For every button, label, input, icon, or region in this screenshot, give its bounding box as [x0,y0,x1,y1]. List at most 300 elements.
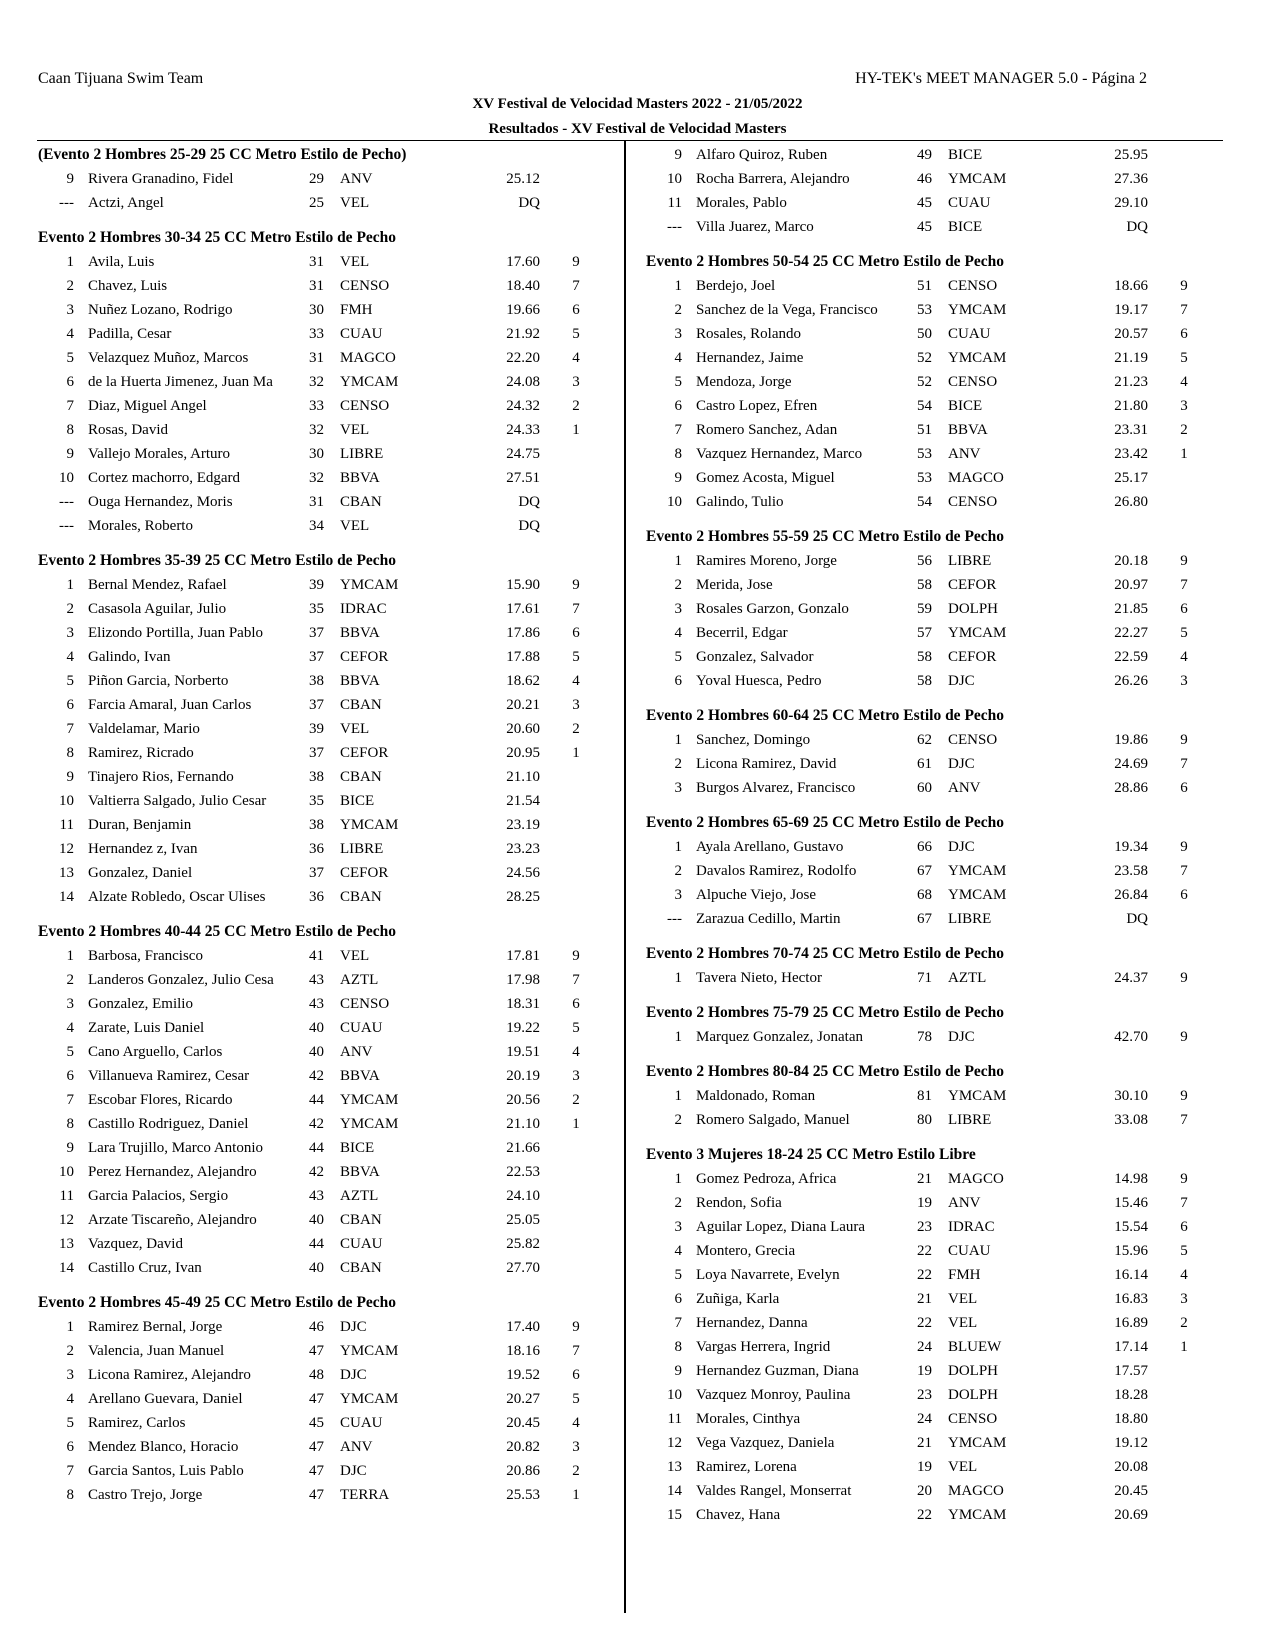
swimmer-name: de la Huerta Jimenez, Juan Ma [88,374,273,390]
place: 8 [66,745,74,761]
swimmer-name: Gomez Pedroza, Africa [696,1171,837,1187]
points: 4 [1180,649,1188,665]
team: YMCAM [948,625,1007,641]
team: CEFOR [340,649,389,665]
age: 46 [309,1319,324,1335]
team: VEL [340,721,370,737]
time: 21.10 [506,769,540,785]
team: YMCAM [948,1435,1007,1451]
swimmer-name: Valencia, Juan Manuel [88,1343,225,1359]
points: 7 [1180,577,1188,593]
swimmer-name: Nuñez Lozano, Rodrigo [88,302,233,318]
swimmer-name: Casasola Aguilar, Julio [88,601,227,617]
place: 8 [674,446,682,462]
swimmer-name: Burgos Alvarez, Francisco [696,780,856,796]
swimmer-name: Rosales, Rolando [696,326,801,342]
result-row [646,621,1226,645]
swimmer-name: Castillo Cruz, Ivan [88,1260,202,1276]
team: LIBRE [340,446,384,462]
time: 25.95 [1114,147,1148,163]
points: 1 [572,1487,580,1503]
time: 25.82 [506,1236,540,1252]
swimmer-name: Yoval Huesca, Pedro [696,673,822,689]
age: 33 [309,398,324,414]
result-row [38,717,618,741]
time: 24.08 [506,374,540,390]
points: 2 [572,1463,580,1479]
place: 1 [674,839,682,855]
time: 27.70 [506,1260,540,1276]
result-row [646,835,1226,859]
time: 16.83 [1114,1291,1148,1307]
result-row [38,573,618,597]
time: 20.19 [506,1068,540,1084]
age: 32 [309,470,324,486]
swimmer-name: Ramirez, Ricrado [88,745,194,761]
place: 1 [674,553,682,569]
time: 20.86 [506,1463,540,1479]
time: 17.14 [1114,1339,1148,1355]
points: 2 [572,398,580,414]
result-row [38,191,618,215]
result-row [38,250,618,274]
swimmer-name: Landeros Gonzalez, Julio Cesa [88,972,274,988]
age: 31 [309,278,324,294]
age: 67 [917,911,932,927]
points: 1 [572,422,580,438]
time: 20.97 [1114,577,1148,593]
age: 51 [917,422,932,438]
age: 66 [917,839,932,855]
place: 11 [667,195,682,211]
team: IDRAC [948,1219,995,1235]
swimmer-name: Montero, Grecia [696,1243,796,1259]
team: CENSO [340,278,390,294]
place: 10 [667,171,682,187]
age: 43 [309,972,324,988]
result-row [38,813,618,837]
swimmer-name: Castro Trejo, Jorge [88,1487,203,1503]
age: 21 [917,1435,932,1451]
result-row [38,1208,618,1232]
result-row [646,1479,1226,1503]
place: 15 [667,1507,682,1523]
swimmer-name: Rosales Garzon, Gonzalo [696,601,849,617]
swimmer-name: Farcia Amaral, Juan Carlos [88,697,252,713]
result-row [646,776,1226,800]
result-row [38,274,618,298]
result-row [38,394,618,418]
swimmer-name: Cano Arguello, Carlos [88,1044,223,1060]
result-row [38,837,618,861]
place: 7 [674,1315,682,1331]
result-row [646,1084,1226,1108]
points: 6 [1180,326,1188,342]
place: 3 [674,326,682,342]
place: 5 [66,1044,74,1060]
points: 7 [1180,863,1188,879]
result-row [38,167,618,191]
result-row [646,1239,1226,1263]
meet-title: XV Festival de Velocidad Masters 2022 - 21/05/2022 [472,96,803,112]
time: 30.10 [1114,1088,1148,1104]
result-row [646,1407,1226,1431]
event-block [646,1143,1226,1527]
age: 78 [917,1029,932,1045]
swimmer-name: Arzate Tiscareño, Alejandro [88,1212,257,1228]
swimmer-name: Sanchez de la Vega, Francisco [696,302,878,318]
age: 42 [309,1116,324,1132]
team: CEFOR [948,577,997,593]
result-row [646,1025,1226,1049]
time: DQ [1126,911,1148,927]
swimmer-name: Valdelamar, Mario [88,721,200,737]
age: 67 [917,863,932,879]
time: 20.60 [506,721,540,737]
place: 10 [59,793,74,809]
points: 9 [572,577,580,593]
time: 19.52 [506,1367,540,1383]
age: 41 [309,948,324,964]
result-row [38,1064,618,1088]
points: 9 [1180,1171,1188,1187]
team: CENSO [948,1411,998,1427]
points: 9 [1180,1088,1188,1104]
team: BBVA [340,470,380,486]
result-row [646,346,1226,370]
swimmer-name: Padilla, Cesar [88,326,172,342]
team: BICE [948,147,983,163]
age: 49 [917,147,932,163]
time: 24.69 [1114,756,1148,772]
points: 6 [1180,601,1188,617]
points: 5 [1180,350,1188,366]
result-row [646,1167,1226,1191]
result-row [646,1191,1226,1215]
software-page-label: HY-TEK's MEET MANAGER 5.0 - Página 2 [855,70,1147,87]
age: 39 [309,721,324,737]
team: DJC [948,756,975,772]
swimmer-name: Romero Salgado, Manuel [696,1112,850,1128]
swimmer-name: Villa Juarez, Marco [696,219,814,235]
age: 54 [917,398,932,414]
event-block [646,1001,1226,1049]
age: 23 [917,1387,932,1403]
team: VEL [948,1291,978,1307]
team-name: Caan Tijuana Swim Team [38,70,204,87]
result-row [38,1363,618,1387]
place: 2 [674,302,682,318]
result-row [38,466,618,490]
place: 13 [59,1236,74,1252]
team: BICE [340,1140,375,1156]
result-row [38,789,618,813]
event-block [646,250,1226,514]
time: 21.10 [506,1116,540,1132]
place: 3 [674,887,682,903]
points: 9 [1180,278,1188,294]
time: 21.54 [506,793,540,809]
age: 45 [917,219,932,235]
points: 2 [1180,1315,1188,1331]
result-row [38,442,618,466]
team: MAGCO [340,350,396,366]
swimmer-name: Arellano Guevara, Daniel [88,1391,243,1407]
team: ANV [948,1195,981,1211]
age: 53 [917,302,932,318]
team: CENSO [948,732,998,748]
place: 1 [66,1319,74,1335]
result-row [646,597,1226,621]
time: 17.88 [506,649,540,665]
age: 23 [917,1219,932,1235]
time: 21.80 [1114,398,1148,414]
time: 20.82 [506,1439,540,1455]
age: 30 [309,446,324,462]
event-title: Evento 2 Hombres 80-84 25 CC Metro Estilo de Pecho [646,1063,1005,1080]
age: 40 [309,1020,324,1036]
team: DJC [340,1367,367,1383]
time: 42.70 [1114,1029,1148,1045]
event-title: Evento 3 Mujeres 18-24 25 CC Metro Estilo Libre [646,1146,976,1163]
team: BBVA [948,422,988,438]
event-title: (Evento 2 Hombres 25-29 25 CC Metro Estilo de Pecho) [38,146,407,163]
place: 5 [66,673,74,689]
place: 14 [667,1483,682,1499]
result-row [646,191,1226,215]
age: 37 [309,745,324,761]
place: 9 [66,769,74,785]
age: 47 [309,1391,324,1407]
points: 2 [572,721,580,737]
age: 29 [309,171,324,187]
place: 11 [667,1411,682,1427]
result-row [646,1503,1226,1527]
result-row [38,741,618,765]
points: 6 [1180,887,1188,903]
swimmer-name: Marquez Gonzalez, Jonatan [696,1029,864,1045]
points: 5 [1180,625,1188,641]
result-row [38,1184,618,1208]
age: 54 [917,494,932,510]
result-row [646,1108,1226,1132]
team: ANV [340,1044,373,1060]
result-row [38,370,618,394]
team: DOLPH [948,1363,999,1379]
time: 24.10 [506,1188,540,1204]
team: ANV [948,446,981,462]
swimmer-name: Ouga Hernandez, Moris [88,494,233,510]
points: 6 [572,996,580,1012]
result-row [38,1112,618,1136]
team: YMCAM [340,1116,399,1132]
time: 18.40 [506,278,540,294]
place: 11 [59,817,74,833]
team: DJC [948,673,975,689]
event-title: Evento 2 Hombres 50-54 25 CC Metro Estilo de Pecho [646,253,1005,270]
age: 60 [917,780,932,796]
team: LIBRE [948,553,992,569]
points: 4 [572,350,580,366]
points: 7 [572,601,580,617]
team: VEL [340,518,370,534]
age: 47 [309,1463,324,1479]
team: CBAN [340,697,382,713]
age: 38 [309,673,324,689]
time: 27.36 [1114,171,1148,187]
team: CUAU [948,326,991,342]
place: 6 [674,673,682,689]
place: 4 [66,649,74,665]
points: 7 [572,278,580,294]
age: 56 [917,553,932,569]
time: DQ [518,494,540,510]
age: 58 [917,673,932,689]
place: 5 [674,374,682,390]
time: 15.96 [1114,1243,1148,1259]
place: 6 [674,1291,682,1307]
team: CUAU [948,195,991,211]
time: 17.60 [506,254,540,270]
result-row [38,490,618,514]
place: 10 [59,1164,74,1180]
result-row [646,1215,1226,1239]
place: 2 [674,1112,682,1128]
result-row [646,274,1226,298]
time: 25.05 [506,1212,540,1228]
points: 1 [572,745,580,761]
swimmer-name: Castillo Rodriguez, Daniel [88,1116,249,1132]
result-row [38,1088,618,1112]
swimmer-name: Hernandez, Jaime [696,350,804,366]
team: CENSO [340,398,390,414]
time: 33.08 [1114,1112,1148,1128]
age: 39 [309,577,324,593]
team: CENSO [948,278,998,294]
place: 4 [674,625,682,641]
result-row [646,167,1226,191]
swimmer-name: Rosas, David [88,422,168,438]
age: 35 [309,793,324,809]
result-row [38,514,618,538]
event-title: Evento 2 Hombres 40-44 25 CC Metro Estilo de Pecho [38,923,397,940]
team: YMCAM [948,350,1007,366]
time: 18.66 [1114,278,1148,294]
result-row [646,215,1226,239]
event-block [646,942,1226,990]
team: ANV [948,780,981,796]
age: 22 [917,1243,932,1259]
result-row [38,1483,618,1507]
team: CENSO [340,996,390,1012]
time: 16.14 [1114,1267,1148,1283]
time: 17.81 [506,948,540,964]
result-row [38,597,618,621]
place: 6 [674,398,682,414]
team: DJC [340,1463,367,1479]
points: 3 [1180,673,1188,689]
age: 19 [917,1195,932,1211]
swimmer-name: Loya Navarrete, Evelyn [696,1267,840,1283]
event-block [646,811,1226,931]
team: ANV [340,1439,373,1455]
place: 1 [674,1029,682,1045]
points: 4 [1180,374,1188,390]
swimmer-name: Diaz, Miguel Angel [88,398,207,414]
swimmer-name: Alpuche Viejo, Jose [696,887,817,903]
swimmer-name: Davalos Ramirez, Rodolfo [696,863,857,879]
team: ANV [340,171,373,187]
swimmer-name: Ramirez, Carlos [88,1415,186,1431]
points: 3 [572,1439,580,1455]
time: 20.45 [1114,1483,1148,1499]
team: DOLPH [948,1387,999,1403]
age: 61 [917,756,932,772]
swimmer-name: Hernandez z, Ivan [88,841,198,857]
age: 50 [917,326,932,342]
time: 22.59 [1114,649,1148,665]
place: 4 [66,1391,74,1407]
age: 58 [917,649,932,665]
swimmer-name: Ayala Arellano, Gustavo [696,839,844,855]
swimmer-name: Cortez machorro, Edgard [88,470,241,486]
points: 3 [572,1068,580,1084]
place: 1 [674,732,682,748]
age: 40 [309,1260,324,1276]
place: 6 [66,697,74,713]
time: 20.69 [1114,1507,1148,1523]
team: DJC [948,1029,975,1045]
points: 5 [572,326,580,342]
result-row [646,143,1226,167]
points: 7 [1180,302,1188,318]
place: --- [59,518,74,534]
results-column-right [646,143,1226,1538]
result-row [646,752,1226,776]
swimmer-name: Becerril, Edgar [696,625,788,641]
time: 17.86 [506,625,540,641]
team: TERRA [340,1487,390,1503]
points: 9 [572,948,580,964]
swimmer-name: Vallejo Morales, Arturo [88,446,231,462]
time: 27.51 [506,470,540,486]
swimmer-name: Alzate Robledo, Oscar Ulises [88,889,266,905]
age: 53 [917,470,932,486]
place: 7 [66,721,74,737]
result-row [38,1016,618,1040]
place: --- [667,219,682,235]
time: 20.21 [506,697,540,713]
place: 6 [66,374,74,390]
team: BBVA [340,625,380,641]
event-block [38,920,618,1280]
age: 51 [917,278,932,294]
time: 20.56 [506,1092,540,1108]
team: YMCAM [340,374,399,390]
team: BBVA [340,1068,380,1084]
time: 17.61 [506,601,540,617]
result-row [646,1383,1226,1407]
age: 22 [917,1315,932,1331]
result-row [646,573,1226,597]
place: 8 [66,1116,74,1132]
event-block [646,704,1226,800]
age: 21 [917,1291,932,1307]
swimmer-name: Gonzalez, Daniel [88,865,193,881]
points: 3 [1180,398,1188,414]
results-subtitle: Resultados - XV Festival de Velocidad Masters [488,121,787,137]
time: 23.19 [506,817,540,833]
